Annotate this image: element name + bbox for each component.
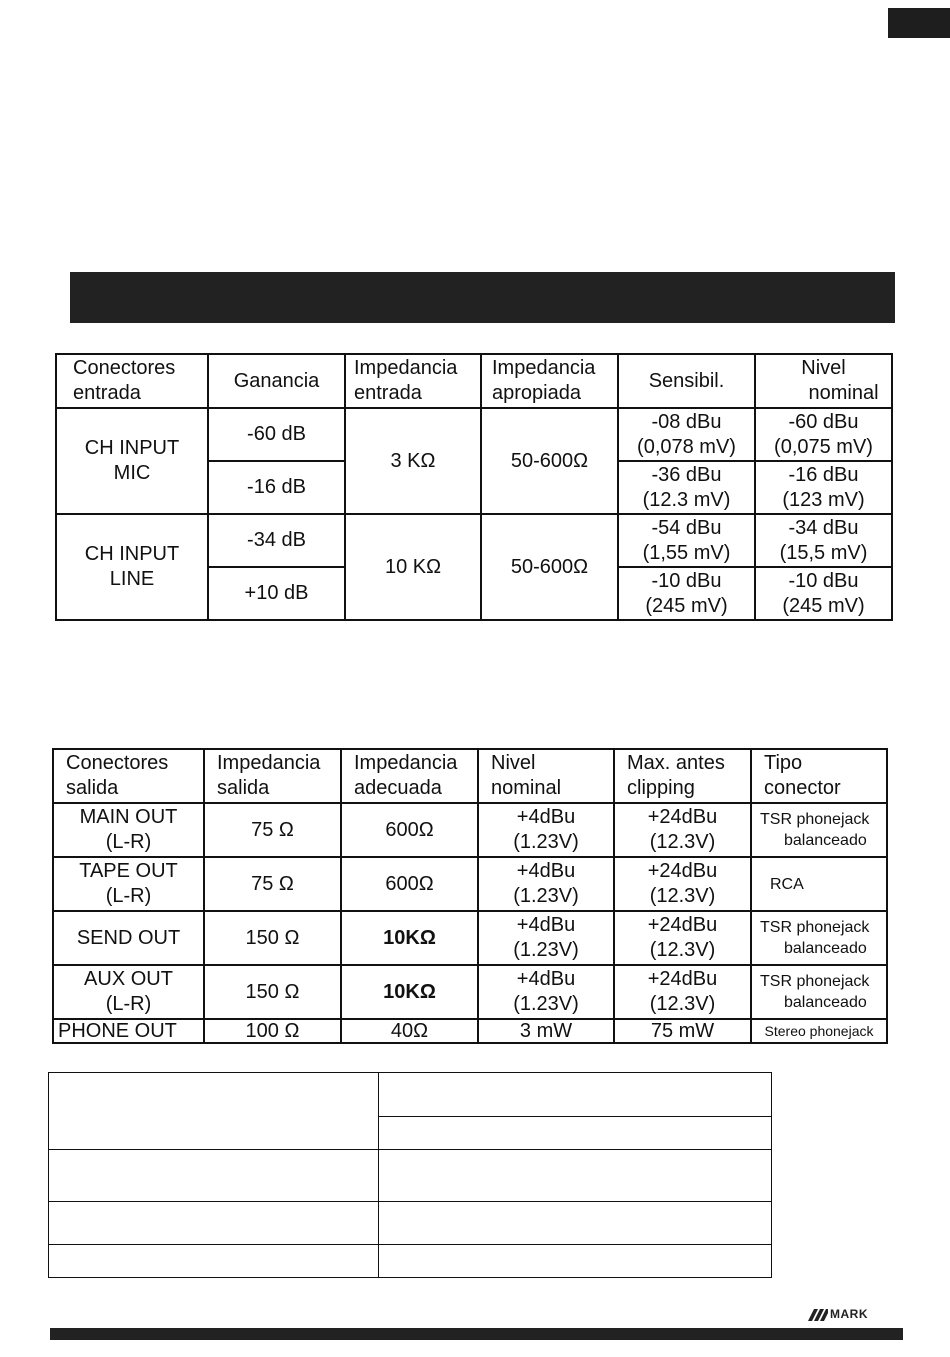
table-row <box>53 911 887 965</box>
max-clipping-cell: +24dBu (12.3V) <box>614 857 751 911</box>
header-max-clipping: Max. antes clipping <box>614 749 751 803</box>
section-header-bar <box>70 272 895 323</box>
header-nominal-level: Nivel nominal <box>755 354 892 408</box>
blank-cell <box>49 1073 379 1150</box>
adequate-impedance-cell: 40Ω <box>341 1019 478 1043</box>
connector-name-cell: TAPE OUT (L-R) <box>53 857 204 911</box>
output-impedance-cell: 100 Ω <box>204 1019 341 1043</box>
adequate-impedance-cell: 10KΩ <box>341 911 478 965</box>
blank-cell <box>379 1150 772 1202</box>
header-input-impedance: Impedancia entrada <box>345 354 481 408</box>
header-gain: Ganancia <box>208 354 345 408</box>
gain-cell: -16 dB <box>208 461 345 514</box>
table-header-row <box>53 749 887 803</box>
table-row <box>49 1245 772 1278</box>
blank-cell <box>49 1150 379 1202</box>
gain-cell: +10 dB <box>208 567 345 620</box>
sensitivity-cell: -54 dBu (1,55 mV) <box>618 514 755 567</box>
nominal-level-cell: -16 dBu (123 mV) <box>755 461 892 514</box>
connector-ch-input-mic: CH INPUT MIC <box>56 408 208 514</box>
table-row <box>53 857 887 911</box>
adequate-impedance-cell: 600Ω <box>341 857 478 911</box>
blank-cell <box>379 1202 772 1245</box>
adequate-impedance-cell: 10KΩ <box>341 965 478 1019</box>
header-adequate-impedance: Impedancia adecuada <box>341 749 478 803</box>
header-nominal-level: Nivel nominal <box>478 749 614 803</box>
sensitivity-cell: -10 dBu (245 mV) <box>618 567 755 620</box>
table-row <box>49 1202 772 1245</box>
header-connectors-output: Conectores salida <box>53 749 204 803</box>
adequate-impedance-cell: 600Ω <box>341 803 478 857</box>
footer-bar <box>50 1328 903 1340</box>
connector-name-cell: SEND OUT <box>53 911 204 965</box>
connector-type-cell: TSR phonejack balanceado <box>751 911 887 965</box>
output-connectors-table <box>52 748 888 1044</box>
header-connectors-input: Conectores entrada <box>56 354 208 408</box>
nominal-level-cell: 3 mW <box>478 1019 614 1043</box>
connector-type-cell: RCA <box>751 857 887 911</box>
table-header-row <box>56 354 892 408</box>
logo-mark-icon <box>806 1307 828 1321</box>
nominal-level-cell: -34 dBu (15,5 mV) <box>755 514 892 567</box>
header-connector-type: Tipo conector <box>751 749 887 803</box>
table-row <box>53 803 887 857</box>
blank-cell <box>379 1073 772 1117</box>
table-row <box>49 1150 772 1202</box>
blank-cell <box>49 1202 379 1245</box>
table-row <box>56 408 892 461</box>
nominal-level-cell: +4dBu (1.23V) <box>478 857 614 911</box>
blank-specs-table <box>48 1072 772 1278</box>
connector-name-cell: MAIN OUT (L-R) <box>53 803 204 857</box>
table-row <box>56 514 892 567</box>
sensitivity-cell: -36 dBu (12.3 mV) <box>618 461 755 514</box>
input-connectors-table <box>55 353 893 621</box>
connector-type-cell: Stereo phonejack <box>751 1019 887 1043</box>
input-impedance-cell: 3 KΩ <box>345 408 481 514</box>
output-impedance-cell: 150 Ω <box>204 911 341 965</box>
table-row <box>53 1019 887 1043</box>
input-impedance-cell: 10 KΩ <box>345 514 481 620</box>
output-impedance-cell: 150 Ω <box>204 965 341 1019</box>
max-clipping-cell: +24dBu (12.3V) <box>614 803 751 857</box>
blank-cell <box>379 1116 772 1149</box>
logo-text: MARK <box>830 1306 868 1321</box>
connector-ch-input-line: CH INPUT LINE <box>56 514 208 620</box>
connector-name-cell: AUX OUT (L-R) <box>53 965 204 1019</box>
nominal-level-cell: +4dBu (1.23V) <box>478 803 614 857</box>
nominal-level-cell: +4dBu (1.23V) <box>478 965 614 1019</box>
header-sensitivity: Sensibil. <box>618 354 755 408</box>
output-impedance-cell: 75 Ω <box>204 857 341 911</box>
max-clipping-cell: 75 mW <box>614 1019 751 1043</box>
header-appropriate-impedance: Impedancia apropiada <box>481 354 618 408</box>
blank-cell <box>49 1245 379 1278</box>
nominal-level-cell: -10 dBu (245 mV) <box>755 567 892 620</box>
sensitivity-cell: -08 dBu (0,078 mV) <box>618 408 755 461</box>
corner-tab-marker <box>888 8 950 38</box>
connector-name-cell: PHONE OUT <box>53 1019 204 1043</box>
header-output-impedance: Impedancia salida <box>204 749 341 803</box>
max-clipping-cell: +24dBu (12.3V) <box>614 911 751 965</box>
nominal-level-cell: +4dBu (1.23V) <box>478 911 614 965</box>
max-clipping-cell: +24dBu (12.3V) <box>614 965 751 1019</box>
blank-cell <box>379 1245 772 1278</box>
gain-cell: -34 dB <box>208 514 345 567</box>
appropriate-impedance-cell: 50-600Ω <box>481 514 618 620</box>
gain-cell: -60 dB <box>208 408 345 461</box>
output-impedance-cell: 75 Ω <box>204 803 341 857</box>
table-row <box>49 1073 772 1117</box>
nominal-level-cell: -60 dBu (0,075 mV) <box>755 408 892 461</box>
brand-logo <box>806 1305 902 1321</box>
connector-type-cell: TSR phonejack balanceado <box>751 803 887 857</box>
connector-type-cell: TSR phonejack balanceado <box>751 965 887 1019</box>
table-row <box>53 965 887 1019</box>
appropriate-impedance-cell: 50-600Ω <box>481 408 618 514</box>
